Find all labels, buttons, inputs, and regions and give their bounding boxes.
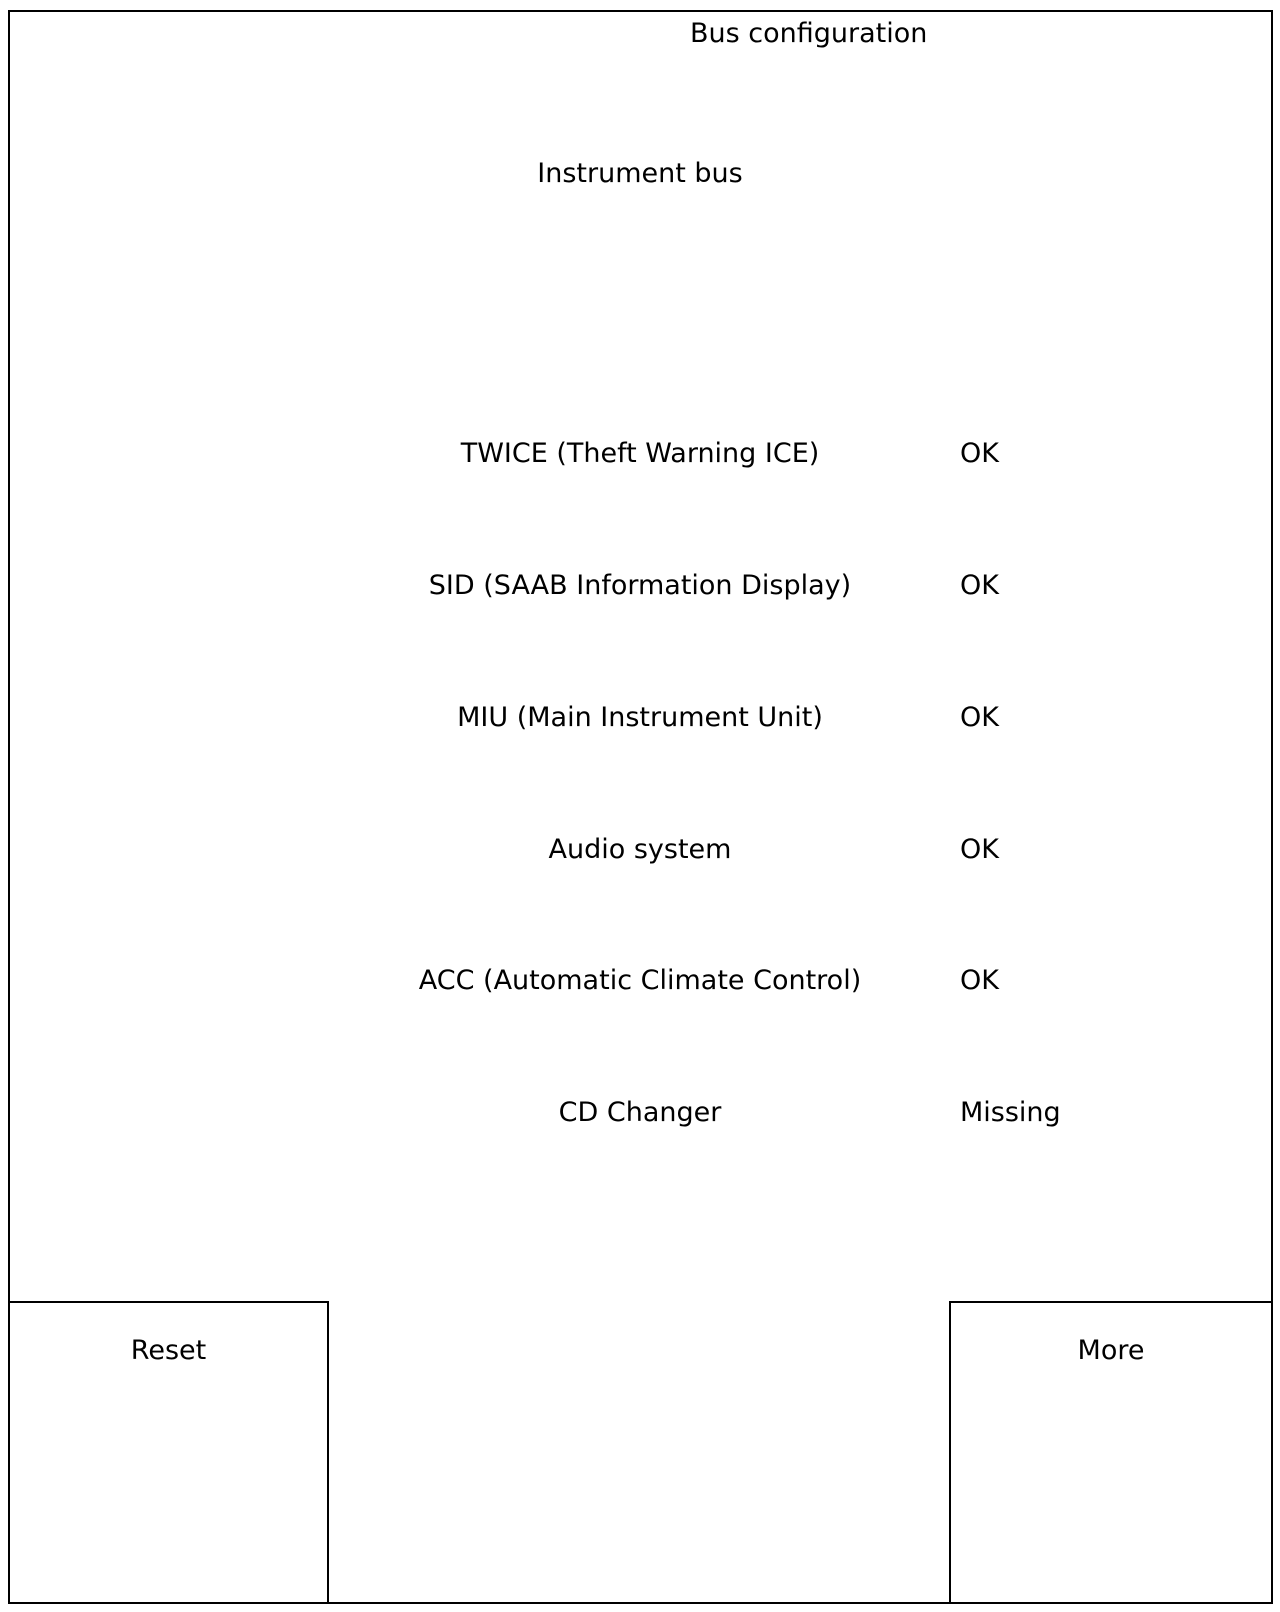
device-status-miu: OK [960,702,999,733]
device-status-cd-changer: Missing [960,1097,1061,1128]
more-button[interactable] [949,1301,1273,1604]
device-label-twice: TWICE (Theft Warning ICE) [460,438,820,469]
page-title: Bus configuration [690,18,928,49]
device-status-acc: OK [960,965,999,996]
device-status-sid: OK [960,570,999,601]
more-button-label: More [1077,1335,1145,1366]
reset-button-label: Reset [130,1335,207,1366]
device-label-acc: ACC (Automatic Climate Control) [418,965,862,996]
device-label-miu: MIU (Main Instrument Unit) [457,702,823,733]
reset-button[interactable] [8,1301,329,1604]
device-status-audio: OK [960,834,999,865]
bus-subtitle: Instrument bus [537,158,743,189]
device-label-audio: Audio system [548,834,732,865]
device-label-sid: SID (SAAB Information Display) [428,570,852,601]
device-status-twice: OK [960,438,999,469]
device-label-cd-changer: CD Changer [558,1097,722,1128]
